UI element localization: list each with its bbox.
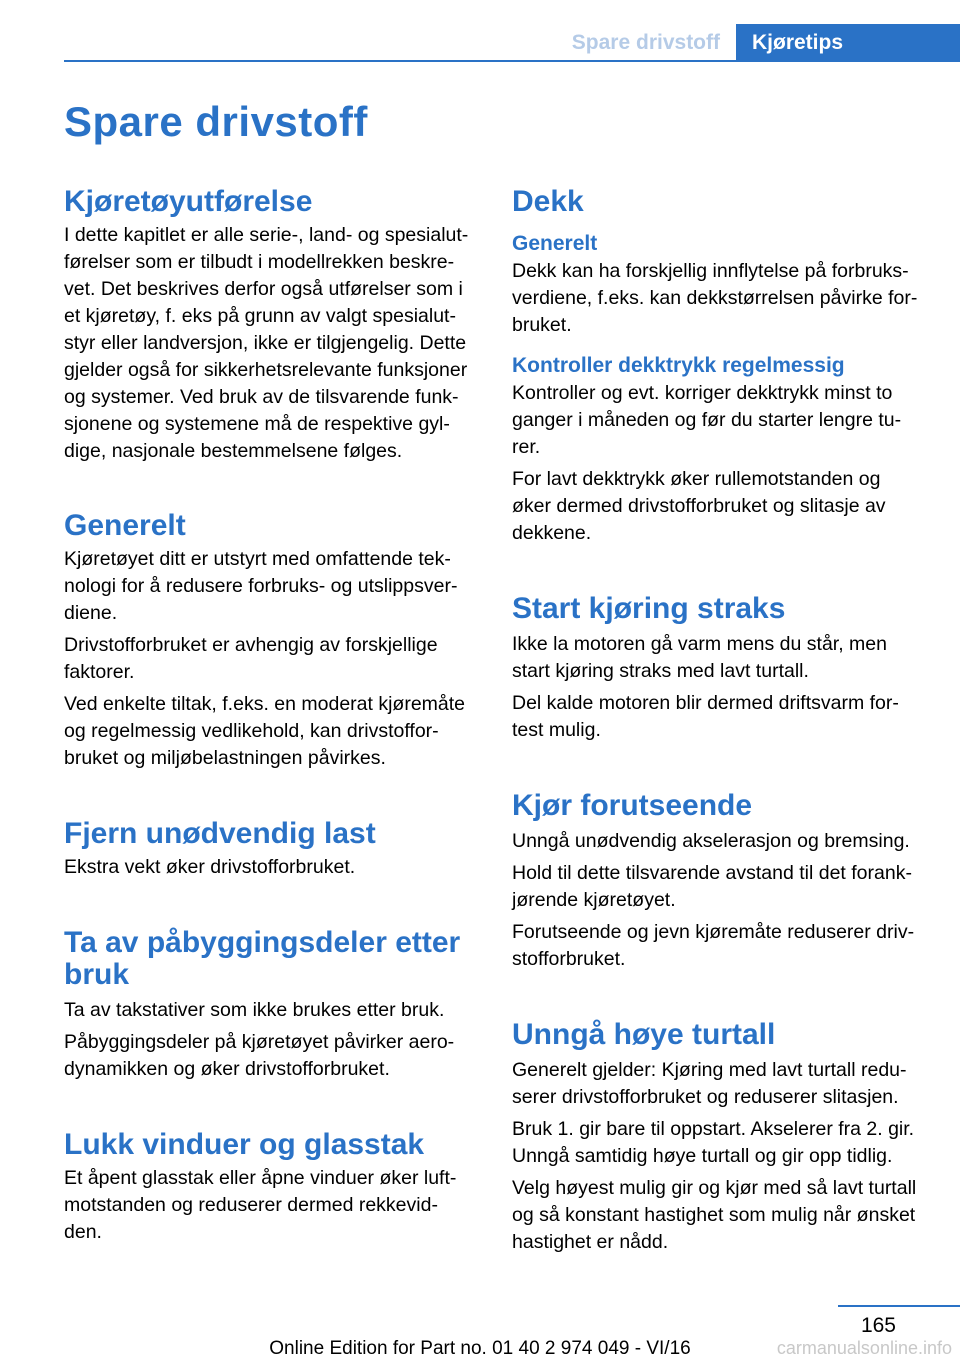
heading-fjern-last: Fjern unødvendig last bbox=[64, 817, 376, 850]
paragraph: Ta av takstativer som ikke brukes etter bruk. bbox=[64, 999, 445, 1021]
paragraph: Ekstra vekt øker drivstofforbruket. bbox=[64, 856, 356, 878]
paragraph: I dette kapitlet er alle serie-, land- og spesialut‐ førelser som er tilbudt i modellrekken beskre‐ vet. Det beskrives derfor også utførelser som i et kjøretøy, f. eks på grunn av valgt spesialut‐ styr eller landversjon, ikke er tilgjengelig. Dette gjelder også for sikkerhetsrelevante funksjoner og systemer. Ved bruk av de tilsvarende funk‐ sjonene og systemene må de respektive gyl‐ dige, nasjonale bestemmelsene følges. bbox=[64, 224, 469, 462]
paragraph: Drivstofforbruket er avhengig av forskjellige faktorer. bbox=[64, 634, 438, 683]
heading-dekk: Dekk bbox=[512, 185, 584, 218]
paragraph: Kjøretøyet ditt er utstyrt med omfattende tek‐ nologi for å redusere forbruks- og utslippsver‐ diene. bbox=[64, 548, 458, 624]
page-title: Spare drivstoff bbox=[64, 98, 368, 145]
paragraph: Unngå unødvendig akselerasjon og bremsing. bbox=[512, 830, 910, 852]
paragraph: Bruk 1. gir bare til oppstart. Akselerer fra 2. gir. Unngå samtidig høye turtall og gir opp tidlig. bbox=[512, 1118, 915, 1167]
left-column bbox=[64, 180, 480, 1246]
footer-rule bbox=[838, 1305, 960, 1307]
paragraph: Påbyggingsdeler på kjøretøyet påvirker aero‐ dynamikken og øker drivstofforbruket. bbox=[64, 1031, 455, 1080]
heading-lukk-vinduer: Lukk vinduer og glasstak bbox=[64, 1128, 425, 1161]
heading-start-kjoring: Start kjøring straks bbox=[512, 592, 786, 625]
paragraph: Kontroller og evt. korriger dekktrykk minst to ganger i måneden og før du starter lengre tu‐ rer. bbox=[512, 382, 902, 458]
header-chapter-tab: Kjøretips bbox=[736, 24, 960, 62]
paragraph: For lavt dekktrykk øker rullemotstanden og øker dermed drivstofforbruket og slitasje av dekkene. bbox=[512, 468, 886, 544]
right-column bbox=[512, 180, 928, 1256]
edition-footer: Online Edition for Part no. 01 40 2 974 049 - VI/16 bbox=[269, 1338, 691, 1359]
paragraph: Dekk kan ha forskjellig innflytelse på forbruks‐ verdiene, f.eks. kan dekkstørrelsen påvirke for‐ bruket. bbox=[512, 260, 918, 336]
paragraph: Et åpent glasstak eller åpne vinduer øker luft‐ motstanden og reduserer dermed rekkevid‐ den. bbox=[64, 1167, 457, 1243]
paragraph: Hold til dette tilsvarende avstand til det forank‐ jørende kjøretøyet. bbox=[512, 862, 912, 911]
page-number: 165 bbox=[860, 1314, 896, 1337]
subheading-dekktrykk: Kontroller dekktrykk regelmessig bbox=[512, 354, 845, 377]
heading-kjoretoyutforelse: Kjøretøyutførelse bbox=[64, 185, 313, 218]
watermark: carmanualsonline.info bbox=[776, 1338, 952, 1358]
heading-kjor-forutseende: Kjør forutseende bbox=[512, 789, 753, 822]
heading-generelt: Generelt bbox=[64, 509, 186, 542]
subheading-generelt: Generelt bbox=[512, 232, 598, 255]
paragraph: Ikke la motoren gå varm mens du står, men start kjøring straks med lavt turtall. bbox=[512, 633, 887, 682]
header-rule bbox=[64, 60, 960, 62]
heading-pabyggingsdeler: Ta av påbyggingsdeler etter bruk bbox=[64, 926, 461, 991]
paragraph: Del kalde motoren blir dermed driftsvarm for‐ test mulig. bbox=[512, 692, 899, 741]
paragraph: Velg høyest mulig gir og kjør med så lavt turtall og så konstant hastighet som mulig når ønsket hastighet er nådd. bbox=[512, 1177, 917, 1253]
paragraph: Ved enkelte tiltak, f.eks. en moderat kjøremåte og regelmessig vedlikehold, kan drivstoffor‐ bruket og miljøbelastningen påvirkes. bbox=[64, 693, 466, 769]
heading-unnga-turtall: Unngå høye turtall bbox=[512, 1018, 776, 1051]
header-section-tab: Spare drivstoff bbox=[571, 31, 720, 54]
paragraph: Generelt gjelder: Kjøring med lavt turtall redu‐ serer drivstofforbruket og reduserer slitasjen. bbox=[512, 1059, 907, 1108]
paragraph: Forutseende og jevn kjøremåte reduserer driv‐ stofforbruket. bbox=[512, 921, 915, 970]
